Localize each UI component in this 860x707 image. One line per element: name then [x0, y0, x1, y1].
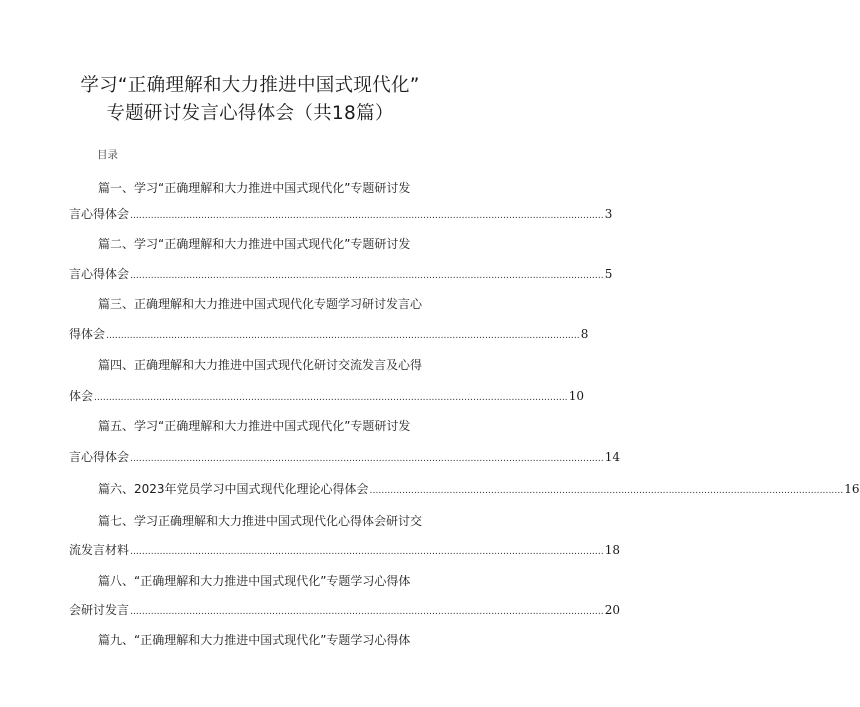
- toc-entry-title: 篇九、“正确理解和大力推进中国式现代化”专题学习心得体: [98, 633, 411, 647]
- toc-entry-continuation: [69, 541, 621, 558]
- document-title-line-1: 学习“正确理解和大力推进中国式现代化”: [80, 75, 420, 96]
- toc-page-number: 5: [604, 267, 613, 281]
- toc-entry-continuation: [69, 325, 589, 342]
- toc-page-number: 14: [604, 450, 621, 464]
- toc-leader-dots: ................................................................................................................................................................: [369, 486, 844, 496]
- toc-entry-title-cont: 流发言材料: [69, 543, 130, 557]
- toc-entry-title-cont: 言心得体会: [69, 450, 130, 464]
- toc-leader-dots: ................................................................................................................................................................: [130, 454, 604, 464]
- toc-page-number: 18: [604, 543, 621, 557]
- toc-entry-title-cont: 得体会: [69, 327, 106, 341]
- toc-heading: 目录: [97, 149, 118, 161]
- toc-entry-title: 篇一、学习“正确理解和大力推进中国式现代化”专题研讨发: [98, 181, 411, 195]
- toc-entry-title: 篇二、学习“正确理解和大力推进中国式现代化”专题研讨发: [98, 237, 411, 251]
- toc-leader-dots: ................................................................................................................................................................: [130, 547, 604, 557]
- toc-entry-continuation: [69, 448, 621, 465]
- toc-entry-title: 篇八、“正确理解和大力推进中国式现代化”专题学习心得体: [98, 574, 411, 588]
- toc-entry-title-cont: 体会: [69, 389, 94, 403]
- toc-leader-dots: ................................................................................................................................................................: [130, 211, 604, 221]
- toc-entry-title-cont: 言心得体会: [69, 207, 130, 221]
- toc-entry-continuation: [69, 205, 613, 222]
- toc-entry-continuation: [69, 265, 613, 282]
- toc-page-number: 20: [604, 603, 621, 617]
- toc-leader-dots: ................................................................................................................................................................: [130, 607, 604, 617]
- toc-entry-continuation: [69, 601, 621, 618]
- document-title-line-2: 专题研讨发言心得体会（共18篇）: [106, 103, 394, 124]
- toc-page-number: 3: [604, 207, 613, 221]
- toc-entry-title: 篇四、正确理解和大力推进中国式现代化研讨交流发言及心得: [98, 358, 423, 372]
- toc-page-number: 16: [844, 482, 860, 496]
- toc-entry-title-cont: 言心得体会: [69, 267, 130, 281]
- toc-leader-dots: ................................................................................................................................................................: [94, 393, 568, 403]
- toc-page-number: 10: [568, 389, 585, 403]
- toc-entry-title: 篇七、学习正确理解和大力推进中国式现代化心得体会研讨交: [98, 514, 423, 528]
- toc-entry-title: 篇三、正确理解和大力推进中国式现代化专题学习研讨发言心: [98, 297, 423, 311]
- toc-entry-single-line: [98, 480, 860, 497]
- toc-entry-title: 篇五、学习“正确理解和大力推进中国式现代化”专题研讨发: [98, 419, 411, 433]
- toc-entry-title-cont: 会研讨发言: [69, 603, 130, 617]
- toc-entry-continuation: [69, 387, 585, 404]
- toc-leader-dots: ................................................................................................................................................................: [106, 331, 580, 341]
- toc-leader-dots: ................................................................................................................................................................: [130, 271, 604, 281]
- toc-page-number: 8: [580, 327, 589, 341]
- toc-entry-title: 篇六、2023年党员学习中国式现代化理论心得体会: [98, 482, 369, 496]
